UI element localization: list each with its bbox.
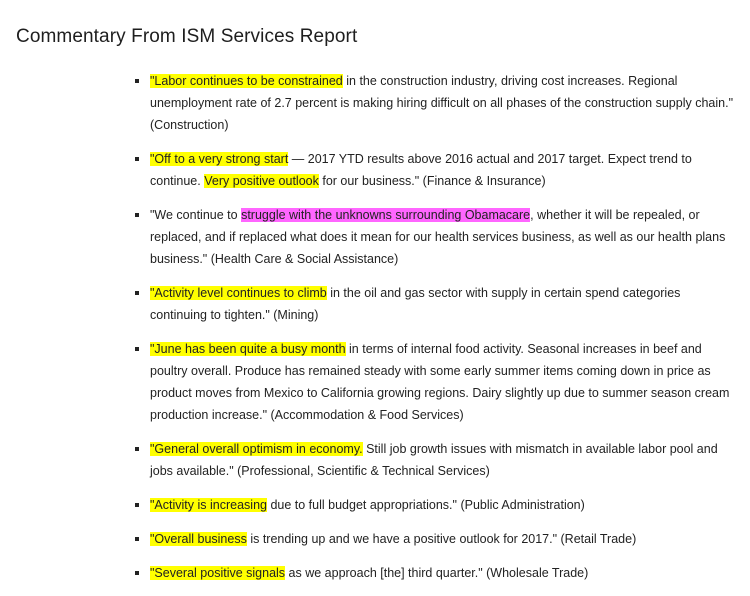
bullet-icon [135, 503, 139, 507]
commentary-item [131, 70, 737, 136]
highlighted-phrase: "Activity is increasing [150, 498, 267, 512]
bullet-icon [135, 447, 139, 451]
highlighted-phrase: "Several positive signals [150, 566, 286, 580]
commentary-item [131, 494, 737, 516]
bullet-icon [135, 79, 139, 83]
bullet-icon [135, 157, 139, 161]
bullet-icon [135, 571, 139, 575]
commentary-item [131, 148, 737, 192]
highlighted-phrase: Very positive outlook [204, 174, 319, 188]
highlighted-phrase: "Activity level continues to climb [150, 286, 327, 300]
highlighted-phrase: "Off to a very strong start [150, 152, 289, 166]
highlighted-phrase: "Overall business [150, 532, 247, 546]
comment-text: for our business." (Finance & Insurance) [318, 174, 546, 188]
comment-text: due to full budget appropriations." (Public Administration) [266, 498, 585, 512]
comment-text: in the construction industry, driving cost increases. Regional unemployment rate of 2.7 percent is making hiring difficult on all phases of the construction supply chain." (Construction) [150, 74, 734, 132]
comment-text: in terms of internal food activity. Seasonal increases in beef and poultry overall. Produce has remained steady with some early summer items coming down in price as product moves from Mexico to California growing regions. Dairy slightly up due to summer season cream production increase." (Accommodation & Food Services) [150, 342, 730, 422]
highlighted-phrase: "June has been quite a busy month [150, 342, 346, 356]
comment-text: "We continue to [150, 208, 242, 222]
bullet-icon [135, 537, 139, 541]
bullet-icon [135, 213, 139, 217]
page-title: Commentary From ISM Services Report [16, 26, 358, 47]
commentary-item [131, 338, 737, 426]
bullet-icon [135, 347, 139, 351]
comment-text: Still job growth issues with mismatch in available labor pool and jobs available." (Professional, Scientific & Technical Services) [150, 442, 718, 478]
commentary-list [131, 70, 737, 596]
comment-text: in the oil and gas sector with supply in certain spend categories continuing to tighten." (Mining) [150, 286, 681, 322]
commentary-item [131, 438, 737, 482]
bullet-icon [135, 291, 139, 295]
comment-text: , whether it will be repealed, or replaced, and if replaced what does it mean for our health services business, as well as our health plans business." (Health Care & Social Assistance) [150, 208, 726, 266]
commentary-item [131, 282, 737, 326]
highlighted-phrase: struggle with the unknowns surrounding Obamacare [241, 208, 531, 222]
comment-text: — 2017 YTD results above 2016 actual and 2017 target. Expect trend to continue. [150, 152, 692, 188]
commentary-item [131, 528, 737, 550]
comment-text: is trending up and we have a positive outlook for 2017." (Retail Trade) [246, 532, 637, 546]
commentary-item [131, 562, 737, 584]
highlighted-phrase: "Labor continues to be constrained [150, 74, 343, 88]
comment-text: as we approach [the] third quarter." (Wholesale Trade) [285, 566, 589, 580]
commentary-item [131, 204, 737, 270]
highlighted-phrase: "General overall optimism in economy. [150, 442, 363, 456]
